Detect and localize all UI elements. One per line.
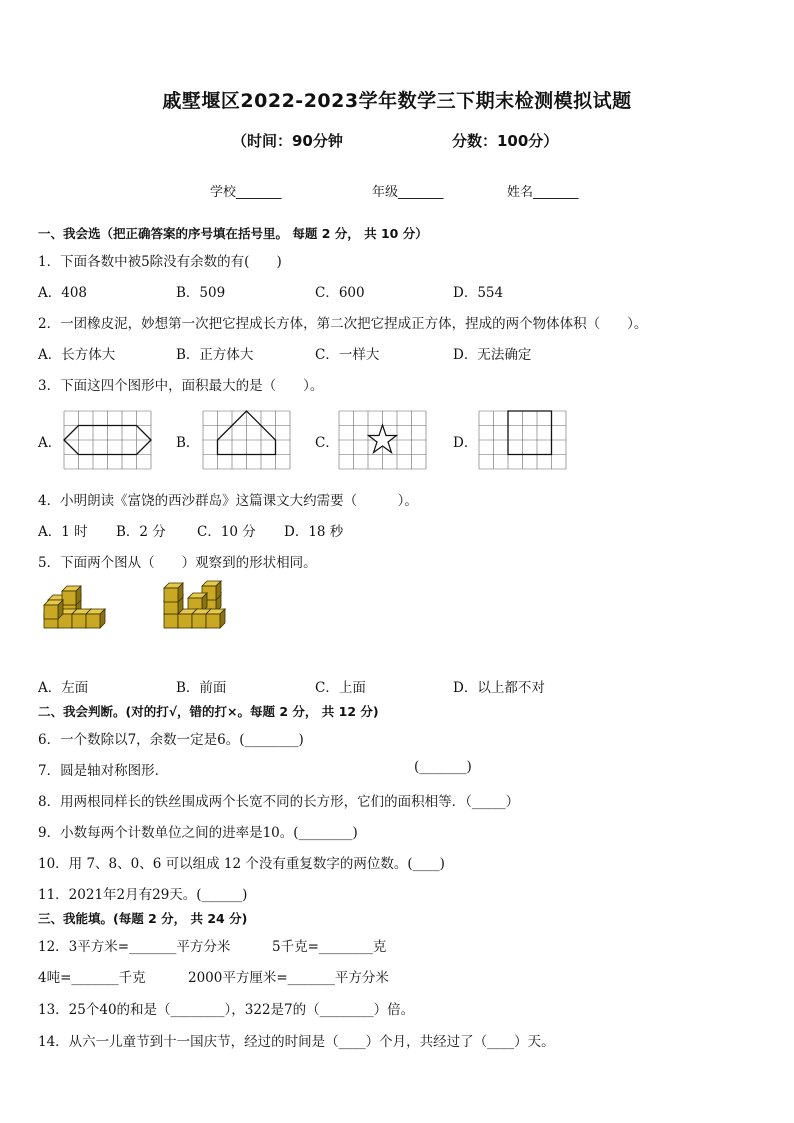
cube — [206, 609, 225, 628]
cube-figure-1 — [42, 586, 104, 632]
question-11: 11．2021年2月有29天。(______) — [38, 887, 248, 903]
total-score: 分数：100分） — [452, 132, 559, 150]
cube — [44, 600, 63, 619]
question-12-part-3: 4吨=_______千克 — [38, 970, 146, 986]
page-title: 戚墅堰区2022-2023学年数学三下期末检测模拟试题 — [162, 90, 632, 112]
q3-option-d: D． — [453, 435, 478, 451]
grid-figure-b — [203, 411, 290, 469]
time-limit: （时间：90分钟 — [232, 132, 343, 150]
question-9: 9．小数每两个计数单位之间的进率是10。(________) — [38, 825, 358, 841]
q4-option-b: B．2 分 — [116, 524, 166, 540]
q3-option-a: A． — [38, 435, 62, 451]
q2-option-d: D．无法确定 — [453, 347, 532, 363]
q5-option-c: C．上面 — [315, 680, 366, 696]
q1-option-d: D．554 — [453, 285, 504, 301]
q2-option-a: A．长方体大 — [38, 347, 116, 363]
question-4: 4．小明朗读《富饶的西沙群岛》这篇课文大约需要（ ）。 — [38, 493, 418, 509]
question-2: 2．一团橡皮泥，妙想第一次把它捏成长方体，第二次把它捏成正方体，捏成的两个物体体积（ ）。 — [38, 316, 648, 332]
cube-figure-2 — [162, 586, 226, 632]
q1-option-b: B．509 — [176, 285, 226, 301]
q3-option-c: C． — [315, 435, 339, 451]
q3-option-b: B． — [176, 435, 200, 451]
question-10: 10．用 7、8、0、6 可以组成 12 个没有重复数字的两位数。(____) — [38, 856, 445, 872]
question-1: 1．下面各数中被5除没有余数的有( ) — [38, 254, 282, 270]
q4-option-d: D．18 秒 — [284, 524, 344, 540]
section-2-heading: 二、我会判断。(对的打√，错的打×。每题 2 分， 共 12 分) — [38, 704, 379, 719]
q2-option-b: B．正方体大 — [176, 347, 254, 363]
section-3-heading: 三、我能填。(每题 2 分， 共 24 分) — [38, 911, 248, 926]
question-12-part-1: 12．3平方米=_______平方分米 — [38, 939, 231, 955]
q1-option-a: A．408 — [38, 285, 88, 301]
q2-option-c: C．一样大 — [315, 347, 380, 363]
q1-option-c: C．600 — [315, 285, 365, 301]
q5-option-b: B．前面 — [176, 680, 227, 696]
q5-option-a: A．左面 — [38, 680, 89, 696]
question-13: 13．25个40的和是（________），322是7的（________）倍。 — [38, 1002, 415, 1018]
cube — [62, 586, 81, 605]
grade-field: 年级_______ — [372, 185, 444, 200]
q4-option-a: A．1 时 — [38, 524, 88, 540]
question-12-part-4: 2000平方厘米=_______平方分米 — [188, 970, 389, 986]
school-field: 学校_______ — [210, 185, 282, 200]
question-8: 8．用两根同样长的铁丝围成两个长宽不同的长方形，它们的面积相等．（_____） — [38, 794, 520, 810]
question-7-blank: (_______) — [414, 759, 472, 775]
question-6: 6．一个数除以7，余数一定是6。(________) — [38, 732, 304, 748]
q5-option-d: D．以上都不对 — [453, 680, 545, 696]
grid-figure-c — [339, 411, 426, 469]
question-3: 3．下面这四个图形中，面积最大的是（ ）。 — [38, 378, 324, 394]
question-7: 7．圆是轴对称图形． — [38, 763, 169, 779]
cube — [164, 583, 183, 602]
name-field: 姓名_______ — [507, 185, 579, 200]
cube — [86, 609, 105, 628]
question-12-part-2: 5千克=________克 — [272, 939, 387, 955]
section-1-heading: 一、我会选（把正确答案的序号填在括号里。 每题 2 分， 共 10 分） — [38, 226, 428, 241]
question-5: 5．下面两个图从（ ）观察到的形状相同。 — [38, 555, 317, 571]
grid-figure-a — [64, 411, 151, 469]
grid-figure-d — [479, 411, 566, 469]
question-14: 14．从六一儿童节到十一国庆节，经过的时间是（____）个月，共经过了（____）天。 — [38, 1034, 555, 1050]
q4-option-c: C．10 分 — [197, 524, 256, 540]
